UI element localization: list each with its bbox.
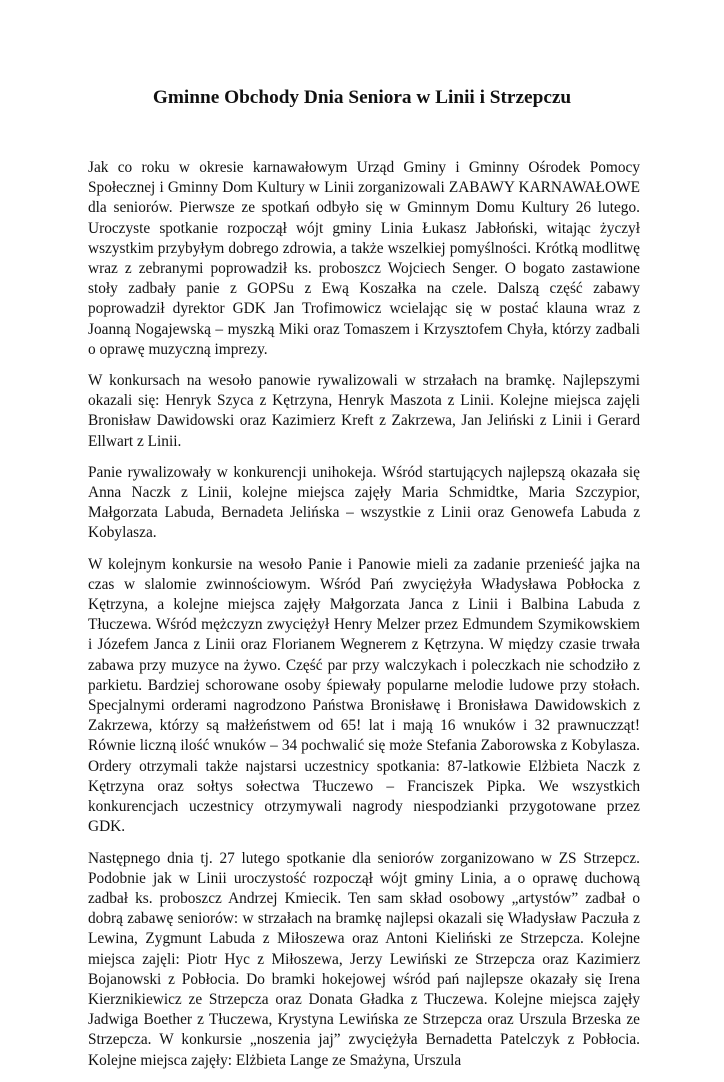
paragraph-5: Następnego dnia tj. 27 lutego spotkanie dla seniorów zorganizowano w ZS Strzepcz. Podobnie jak w Linii uroczystość rozpoczął wójt gminy Linia, a o oprawę duchową zadbał ks. proboszcz Andrzej Kmiecik. Ten sam skład osobowy „artystów” zadbał o dobrą zabawę seniorów: w strzałach na bramkę najlepsi okazali się Władysław Paczuła z Lewina, Zygmunt Labuda z Miłoszewa oraz Antoni Kieliński ze Strzepcza. Kolejne miejsca zajęli: Piotr Hyc z Miłoszewa, Jerzy Lewiński ze Strzepcza oraz Kazimierz Bojanowski z Pobłocia. Do bramki hokejowej wśród pań najlepsze okazały się Irena Kierznikiewicz ze Strzepcza oraz Donata Gładka z Tłuczewa. Kolejne miejsca zajęły Jadwiga Boether z Tłuczewa, Krystyna Lewińska ze Strzepcza oraz Urszula Brzeska ze Strzepcza. W konkursie „noszenia jaj” zwyciężyła Bernadetta Patelczyk z Pobłocia. Kolejne miejsca zajęły: Elżbieta Lange ze Smażyna, Urszula — [88, 849, 640, 1069]
document-body — [88, 158, 640, 1082]
paragraph-4: W kolejnym konkursie na wesoło Panie i Panowie mieli za zadanie przenieść jajka na czas w slalomie zwinnościowym. Wśród Pań zwyciężyła Władysława Pobłocka z Kętrzyna, a kolejne miejsca zajęły Małgorzata Janca z Linii i Balbina Labuda z Tłuczewa. Wśród mężczyzn zwyciężył Henry Melzer przez Edmundem Szymikowskiem i Józefem Janca z Linii oraz Florianem Wegnerem z Kętrzyna. W między czasie trwała zabawa przy muzyce na żywo. Część par przy walczykach i poleczkach nie schodziło z parkietu. Bardziej schorowane osoby śpiewały popularne melodie ludowe przy stołach. Specjalnymi orderami nagrodzono Państwa Bronisławę i Bronisława Dawidowskich z Zakrzewa, którzy są małżeństwem od 65! lat i mają 16 wnuków i 32 prawnuczząt! Równie liczną ilość wnuków – 34 pochwalić się może Stefania Zaborowska z Kobylasza. Ordery otrzymali także najstarsi uczestnicy spotkania: 87-latkowie Elżbieta Naczk z Kętrzyna oraz sołtys sołectwa Tłuczewo – Franciszek Pipka. We wszystkich konkurencjach uczestnicy otrzymywali nagrody niespodzianki przygotowane przez GDK. — [88, 555, 640, 836]
page-title: Gminne Obchody Dnia Seniora w Linii i Strzepczu — [152, 87, 572, 108]
paragraph-1: Jak co roku w okresie karnawałowym Urząd Gminy i Gminny Ośrodek Pomocy Społecznej i Gminny Dom Kultury w Linii zorganizowali ZABAWY KARNAWAŁOWE dla seniorów. Pierwsze ze spotkań odbyło się w Gminnym Domu Kultury 26 lutego. Uroczyste spotkanie rozpoczął wójt gminy Linia Łukasz Jabłoński, witając życzył wszystkim przybyłym dobrego zdrowia, a także wszelkiej pomyślności. Krótką modlitwę wraz z zebranymi poprowadził ks. proboszcz Wojciech Senger. O bogato zastawione stoły zadbały panie z GOPSu z Ewą Koszałka na czele. Dalszą część zabawy poprowadził dyrektor GDK Jan Trofimowicz wcielając się w postać klauna wraz z Joanną Nogajewską – myszką Miki oraz Tomaszem i Krzysztofem Chyła, którzy zadbali o oprawę muzyczną imprezy. — [88, 159, 640, 358]
paragraph-2: W konkursach na wesoło panowie rywalizowali w strzałach na bramkę. Najlepszymi okazali się: Henryk Szyca z Kętrzyna, Henryk Maszota z Linii. Kolejne miejsca zajęli Bronisław Dawidowski oraz Kazimierz Kreft z Zakrzewa, Jan Jeliński z Linii i Gerard Ellwart z Linii. — [88, 372, 640, 450]
paragraph-3: Panie rywalizowały w konkurencji unihokeja. Wśród startujących najlepszą okazała się Anna Naczk z Linii, kolejne miejsca zajęły Maria Schmidtke, Maria Szczypior, Małgorzata Labuda, Bernadeta Jelińska – wszystkie z Linii oraz Genowefa Labuda z Kobylasza. — [88, 463, 640, 542]
